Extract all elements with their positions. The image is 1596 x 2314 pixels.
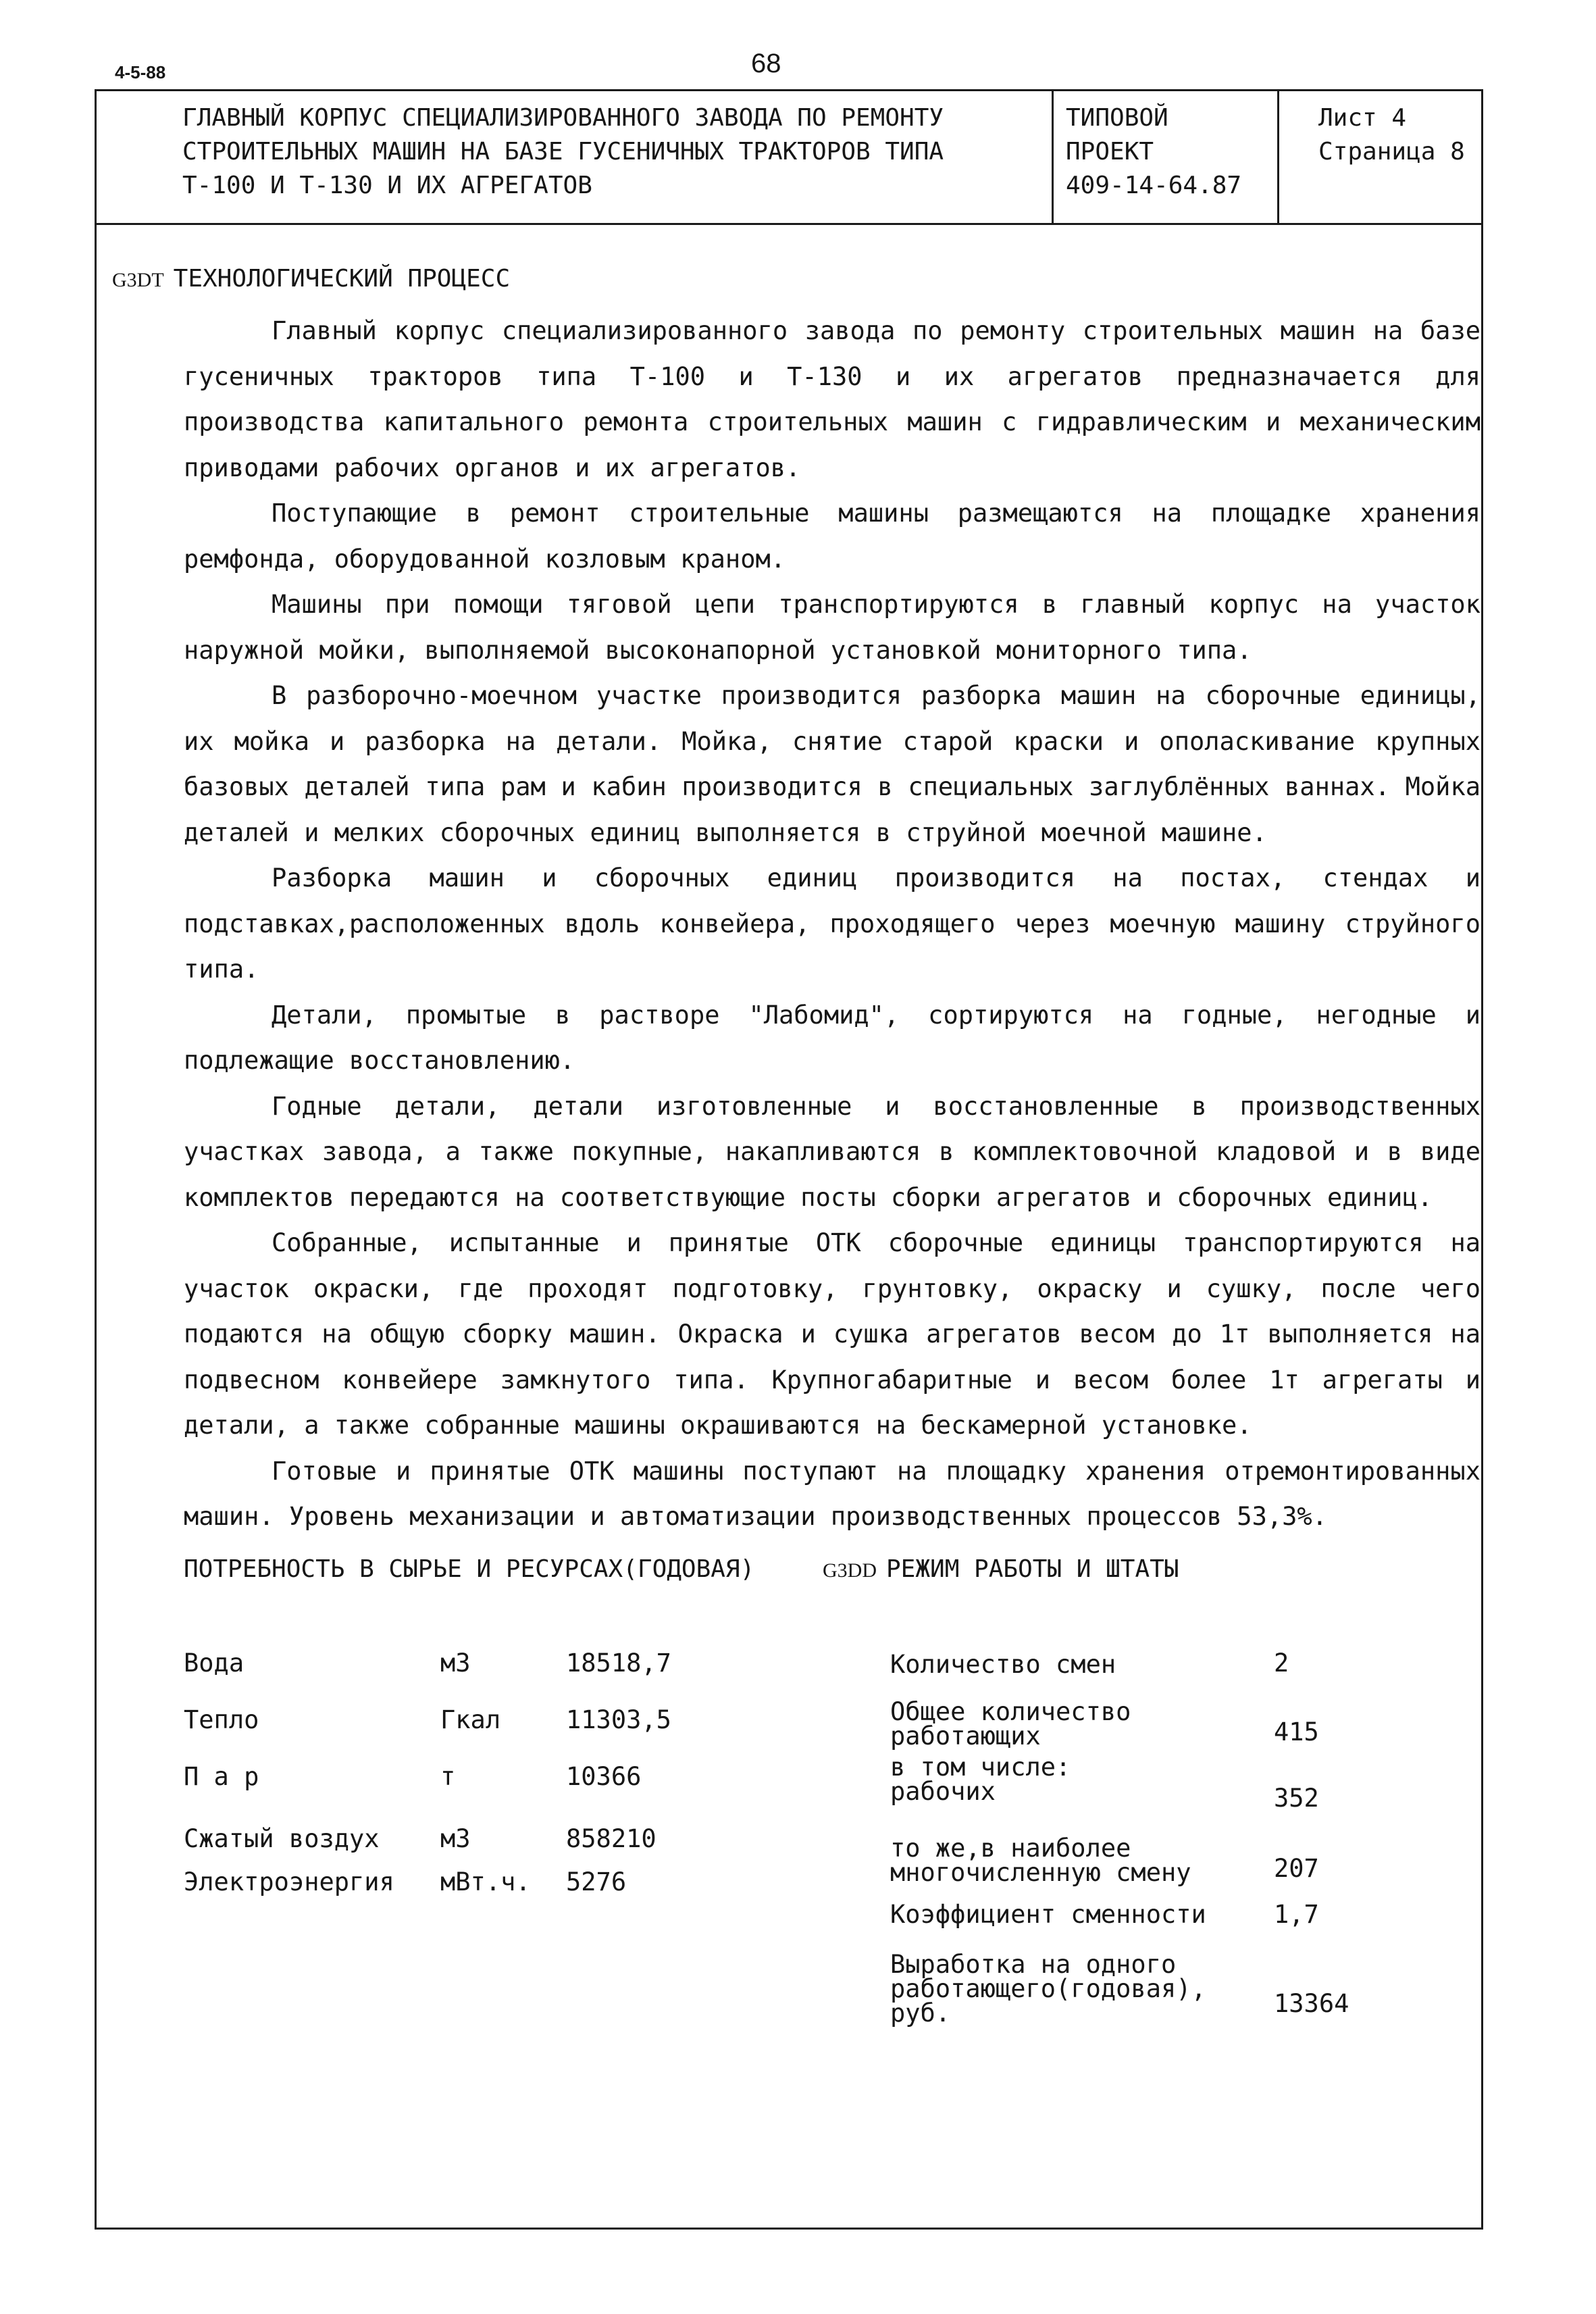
section-title: РЕЖИМ РАБОТЫ И ШТАТЫ	[886, 1555, 1179, 1583]
resource-unit: м3	[440, 1824, 471, 1853]
header-title-line: ГЛАВНЫЙ КОРПУС СПЕЦИАЛИЗИРОВАННОГО ЗАВОДА ПО РЕМОНТУ	[182, 104, 944, 132]
regime-label: в том числе: рабочих	[890, 1753, 1071, 1806]
project-label: ТИПОВОЙ ПРОЕКТ	[1066, 104, 1168, 166]
paragraph: Детали, промытые в растворе "Лабомид", сортируются на годные, негодные и подлежащие восстановлению.	[184, 1000, 1481, 1075]
regime-value: 13364	[1274, 1989, 1349, 2018]
paragraph: Годные детали, детали изготовленные и восстановленные в производственных участках завода, а также покупные, накапливаются в комплектовочной кладовой и в виде комплектов передаются на соответствующие посты сборки агрегатов и сборочных единиц.	[184, 1091, 1481, 1212]
resource-name: Сжатый воздух	[184, 1824, 380, 1853]
paragraph: Готовые и принятые ОТК машины поступают на площадку хранения отремонтированных машин. Уровень механизации и автоматизации производственных процессов 53,3%.	[184, 1456, 1481, 1531]
resource-unit: т	[440, 1762, 456, 1791]
regime-value: 352	[1274, 1784, 1319, 1813]
resource-unit: Гкал	[440, 1705, 501, 1734]
section-mark: G3DD	[823, 1559, 877, 1582]
regime-value: 415	[1274, 1717, 1319, 1746]
paragraph: Машины при помощи тяговой цепи транспортируются в главный корпус на участок наружной мойки, выполняемой высоконапорной установкой мониторного типа.	[184, 590, 1481, 665]
regime-value: 1,7	[1274, 1900, 1319, 1929]
document-code: 4-5-88	[115, 62, 166, 82]
resource-value: 18518,7	[566, 1649, 671, 1678]
regime-label: то же,в наиболее многочисленную смену	[890, 1834, 1191, 1887]
paragraph: Главный корпус специализированного завода по ремонту строительных машин на базе гусеничных тракторов типа Т-100 и Т-130 и их агрегатов предназначается для производства капитального ремонта строительных машин с гидравлическим и механическим приводами рабочих органов и их агрегатов.	[184, 316, 1481, 482]
regime-label: Коэффициент сменности	[890, 1900, 1206, 1929]
sheet-number: Лист 4	[1318, 104, 1407, 132]
resource-value: 858210	[566, 1824, 657, 1853]
paragraph: Разборка машин и сборочных единиц производится на постах, стендах и подставках,расположенных вдоль конвейера, проходящего через моечную машину струйного типа.	[184, 863, 1481, 984]
resource-name: П а р	[184, 1762, 259, 1791]
header-title-line: Т-100 И Т-130 И ИХ АГРЕГАТОВ	[182, 172, 592, 199]
page-label: Страница 8	[1318, 138, 1465, 166]
page-number: 68	[751, 49, 781, 78]
project-number: 409-14-64.87	[1066, 172, 1242, 199]
resources-heading: ПОТРЕБНОСТЬ В СЫРЬЕ И РЕСУРСАХ(ГОДОВАЯ)	[184, 1555, 755, 1583]
resource-name: Тепло	[184, 1705, 259, 1734]
resource-value: 11303,5	[566, 1705, 671, 1734]
regime-value: 207	[1274, 1854, 1319, 1883]
resource-unit: мВт.ч.	[440, 1867, 531, 1896]
regime-label: Количество смен	[890, 1650, 1116, 1679]
resource-value: 10366	[566, 1762, 642, 1791]
resource-unit: м3	[440, 1649, 471, 1678]
section-title: ТЕХНОЛОГИЧЕСКИЙ ПРОЦЕСС	[173, 265, 511, 293]
regime-label: Выработка на одного работающего(годовая), руб.	[890, 1950, 1206, 2028]
paragraph: Собранные, испытанные и принятые ОТК сборочные единицы транспортируются на участок окраски, где проходят подготовку, грунтовку, окраску и сушку, после чего подаются на общую сборку машин. Окраска и сушка агрегатов весом до 1т выполняется на подвесном конвейере замкнутого типа. Крупногабаритные и весом более 1т агрегаты и детали, а также собранные машины окрашиваются на бескамерной установке.	[184, 1228, 1481, 1440]
regime-label: Общее количество работающих	[890, 1697, 1131, 1751]
paragraph: В разборочно-моечном участке производится разборка машин на сборочные единицы, их мойка и разборка на детали. Мойка, снятие старой краски и ополаскивание крупных базовых деталей типа рам и кабин производится в специальных заглублённых ваннах. Мойка деталей и мелких сборочных единиц выполняется в струйной моечной машине.	[184, 681, 1481, 847]
resource-name: Вода	[184, 1649, 244, 1678]
paragraph: Поступающие в ремонт строительные машины размещаются на площадке хранения ремфонда, оборудованной козловым краном.	[184, 499, 1481, 574]
header-title-line: СТРОИТЕЛЬНЫХ МАШИН НА БАЗЕ ГУСЕНИЧНЫХ ТРАКТОРОВ ТИПА	[182, 138, 944, 166]
resource-value: 5276	[566, 1867, 627, 1896]
section-mark: G3DT	[112, 269, 164, 291]
resource-name: Электроэнергия	[184, 1867, 394, 1896]
regime-value: 2	[1274, 1649, 1289, 1678]
